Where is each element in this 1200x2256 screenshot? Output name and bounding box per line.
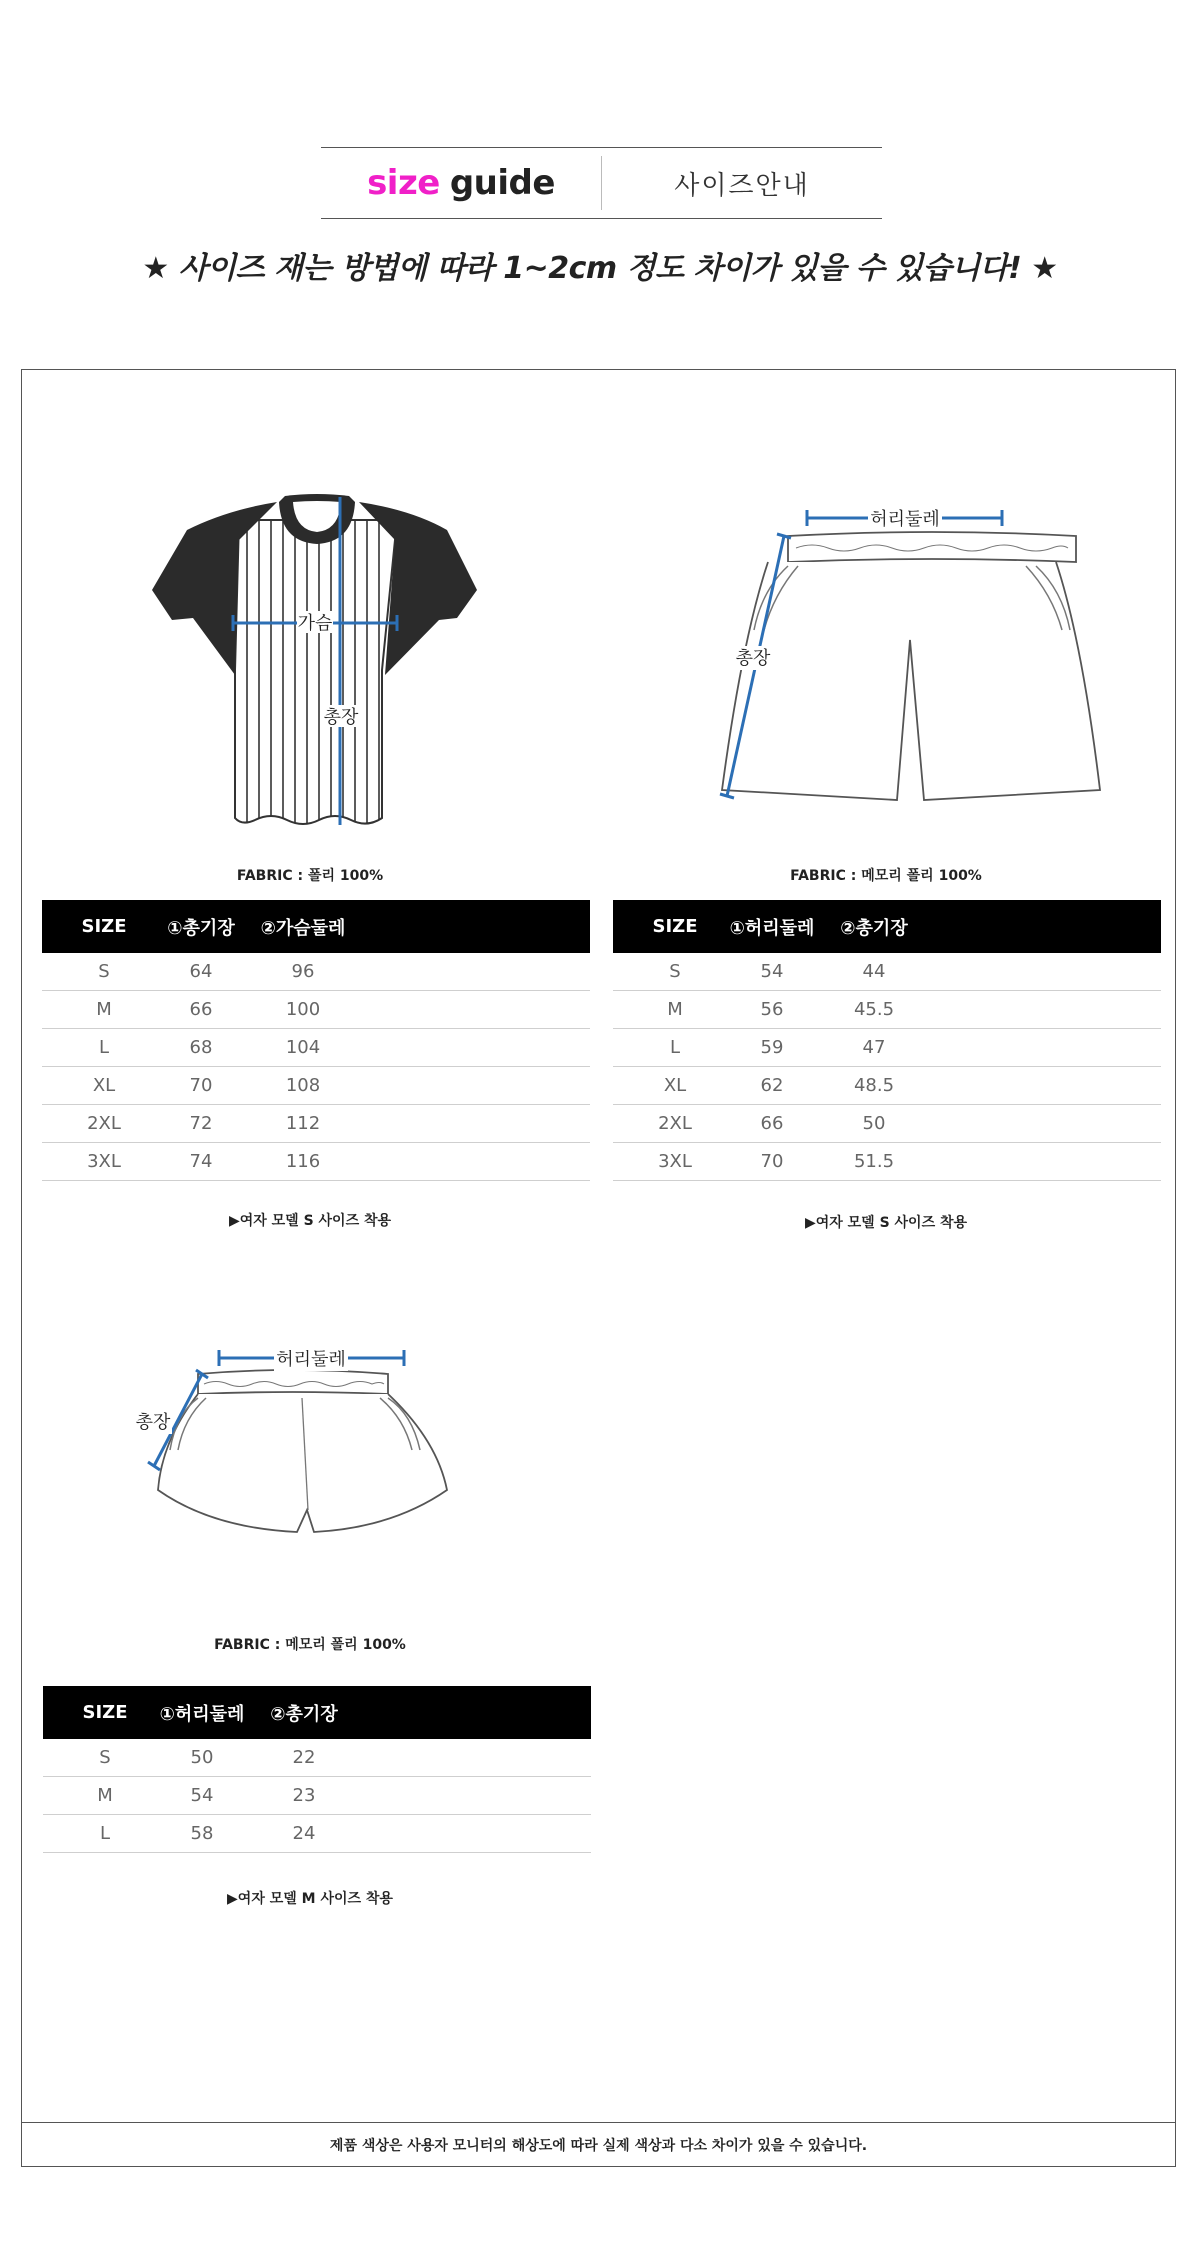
long-shorts-waist-label: 허리둘레 <box>870 509 940 530</box>
short-shorts-waist-label: 허리둘레 <box>276 1350 346 1370</box>
long-shorts-fabric: FABRIC : 메모리 폴리 100% <box>790 868 982 884</box>
color-disclaimer: 제품 색상은 사용자 모니터의 해상도에 따라 실제 색상과 다소 차이가 있을 수 있습니다. <box>22 2122 1175 2166</box>
short-shorts-length-label: 총장 <box>135 1412 171 1433</box>
long-shorts-size-table <box>613 900 1161 1181</box>
table-header: SIZE ①허리둘레 ②총기장 <box>613 900 1161 953</box>
measurement-notice: ★ 사이즈 재는 방법에 따라 1~2cm 정도 차이가 있을 수 있습니다! ★ <box>142 251 1058 286</box>
table-row: L 59 47 <box>613 1029 1161 1067</box>
table-row: 3XL 70 51.5 <box>613 1143 1161 1181</box>
title-accent: size <box>367 163 440 203</box>
short-shorts-model-note: ▶여자 모델 M 사이즈 착용 <box>227 1891 393 1907</box>
title-korean: 사이즈안내 <box>674 170 810 201</box>
long-shorts-illustration <box>692 490 1102 830</box>
table-row: L 68 104 <box>42 1029 590 1067</box>
table-row: XL 70 108 <box>42 1067 590 1105</box>
short-shorts-size-table <box>43 1686 591 1853</box>
tshirt-illustration <box>127 480 527 860</box>
table-row: M 56 45.5 <box>613 991 1161 1029</box>
short-shorts-illustration <box>122 1350 482 1550</box>
chest-label: 가슴 <box>297 613 333 634</box>
table-row: M 66 100 <box>42 991 590 1029</box>
table-row: M 54 23 <box>43 1777 591 1815</box>
table-row: XL 62 48.5 <box>613 1067 1161 1105</box>
size-guide-header <box>321 147 882 219</box>
tshirt-model-note: ▶여자 모델 S 사이즈 착용 <box>228 1213 392 1229</box>
table-row: 2XL 66 50 <box>613 1105 1161 1143</box>
size-chart-frame <box>21 369 1176 2167</box>
tshirt-size-table <box>42 900 590 1181</box>
tshirt-fabric: FABRIC : 폴리 100% <box>236 868 384 884</box>
short-shorts-fabric: FABRIC : 메모리 폴리 100% <box>214 1637 406 1653</box>
table-row: S 50 22 <box>43 1739 591 1777</box>
table-row: S 54 44 <box>613 953 1161 991</box>
title-main: guide <box>449 163 555 203</box>
table-row: 2XL 72 112 <box>42 1105 590 1143</box>
size-guide-title <box>321 148 601 218</box>
table-row: L 58 24 <box>43 1815 591 1853</box>
table-row: S 64 96 <box>42 953 590 991</box>
table-header: SIZE ①허리둘레 ②총기장 <box>43 1686 591 1739</box>
long-shorts-length-label: 총장 <box>735 648 771 669</box>
table-header: SIZE ①총기장 ②가슴둘레 <box>42 900 590 953</box>
long-shorts-model-note: ▶여자 모델 S 사이즈 착용 <box>804 1215 968 1231</box>
table-row: 3XL 74 116 <box>42 1143 590 1181</box>
tshirt-length-label: 총장 <box>323 707 359 728</box>
